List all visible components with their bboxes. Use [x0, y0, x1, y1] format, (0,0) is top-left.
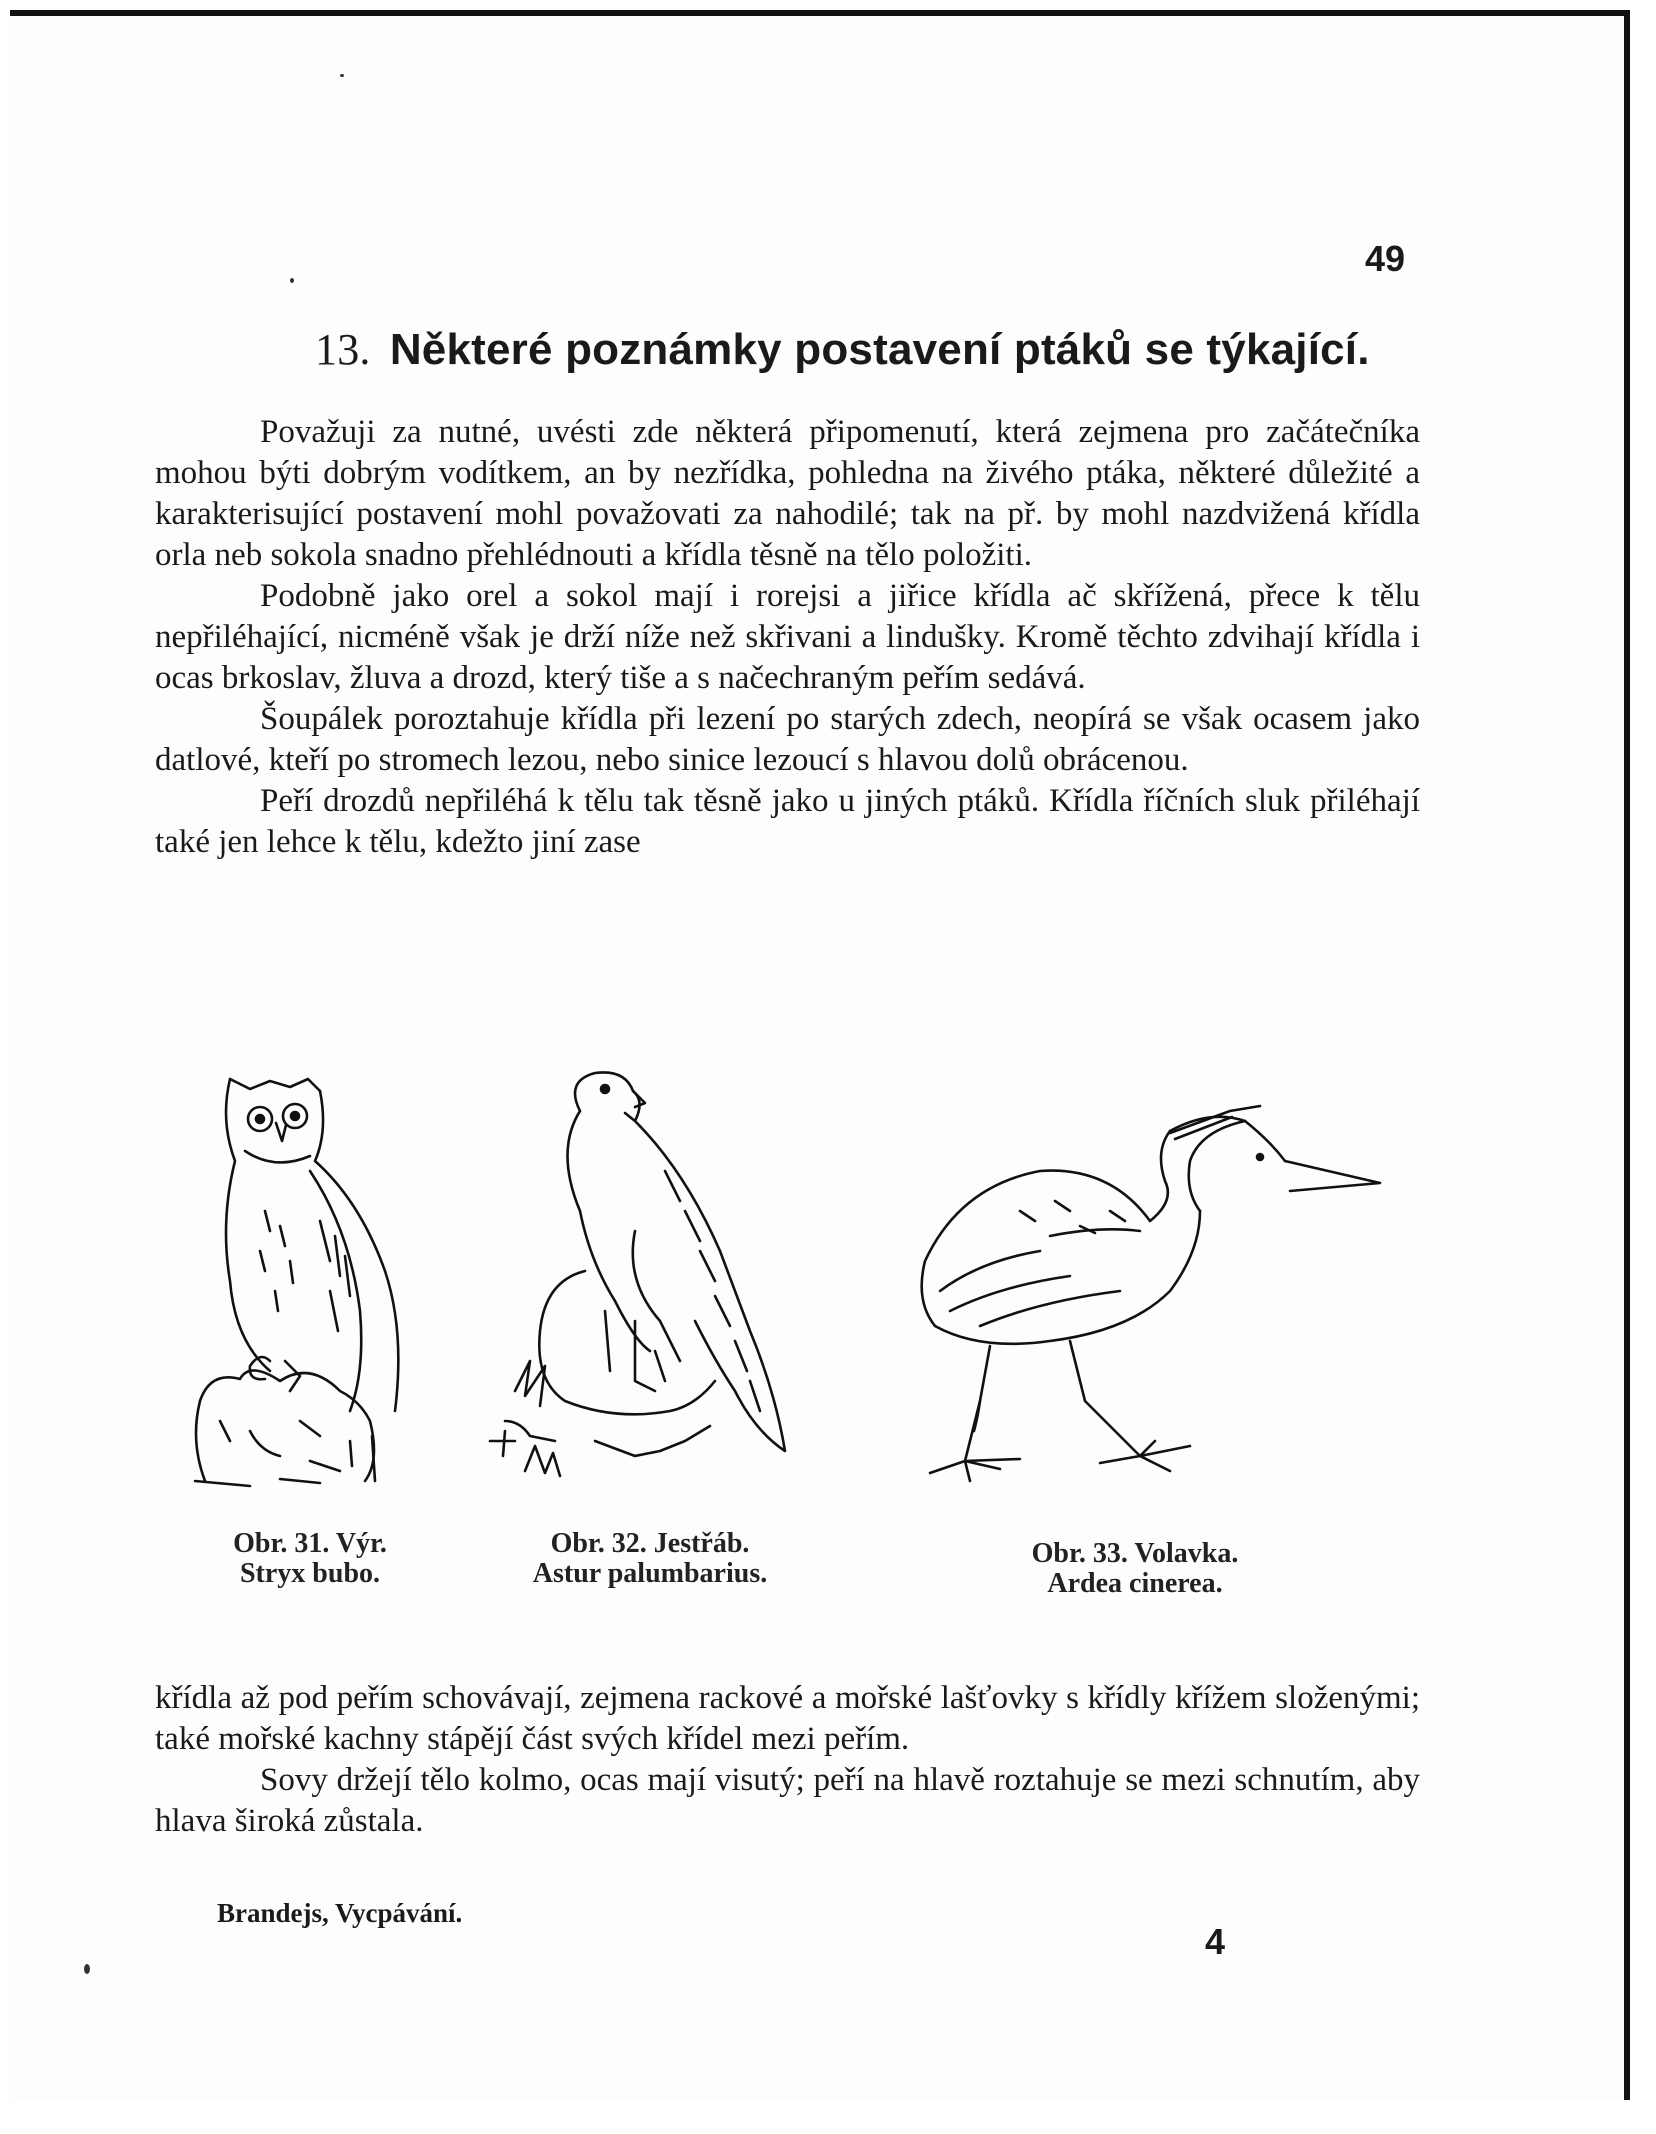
caption-label: Obr. 31. Výr. — [233, 1528, 387, 1559]
body-text-bottom — [155, 1678, 1420, 1842]
paragraph: Považuji za nutné, uvésti zde některá připomenutí, která zejmena pro začátečníka mohou býti dobrým vodítkem, an by nezřídka, pohledna na živého ptáka, některé důležité a karakterisující postavení mohl považovati za nahodilé; tak na př. by mohl nazdvižená křídla orla neb sokola snadno přehlédnouti a křídla těsně na tělo položiti. — [155, 414, 1420, 573]
figure-heron — [860, 1061, 1400, 1501]
footer-signature: Brandejs, Vycpávání. — [217, 1898, 463, 1928]
figure-row — [160, 1061, 1430, 1631]
caption-owl — [160, 1529, 460, 1589]
paragraph: Šoupálek poroztahuje křídla při lezení po starých zdech, neopírá se však ocasem jako datlové, kteří po stromech lezou, nebo sinice lezoucí s hlavou dolů obrácenou. — [155, 701, 1420, 778]
paragraph: křídla až pod peřím schovávají, zejmena rackové a mořské lašťovky s křídly křížem složenými; také mořské kachny stápějí část svých křídel mezi peřím. — [155, 1680, 1420, 1757]
print-speck — [340, 74, 344, 77]
figure-owl — [180, 1061, 480, 1501]
caption-label: Obr. 32. Jestřáb. — [550, 1528, 750, 1559]
caption-latin: Ardea cinerea. — [1047, 1568, 1223, 1599]
paragraph: Peří drozdů nepřiléhá k tělu tak těsně jako u jiných ptáků. Křídla říčních sluk přiléhají také jen lehce k tělu, kdežto jiní zase — [155, 783, 1420, 860]
print-speck — [84, 1964, 90, 1974]
owl-illustration — [190, 1061, 470, 1501]
page-number: 49 — [1365, 238, 1406, 279]
sheet-number: 4 — [1205, 1921, 1226, 1962]
hawk-illustration — [485, 1061, 815, 1501]
body-text-top — [155, 412, 1420, 863]
book-page — [10, 10, 1630, 2100]
section-title — [315, 324, 1370, 375]
print-speck — [290, 278, 294, 283]
paragraph: Sovy držejí tělo kolmo, ocas mají visutý; peří na hlavě roztahuje se mezi schnutím, aby hlava široká zůstala. — [155, 1762, 1420, 1839]
caption-latin: Astur palumbarius. — [532, 1558, 768, 1589]
section-number: 13. — [315, 325, 371, 374]
caption-hawk — [490, 1529, 810, 1589]
figure-hawk — [480, 1061, 820, 1501]
section-title-text: Některé poznámky postavení ptáků se týkající. — [389, 325, 1370, 374]
caption-label: Obr. 33. Volavka. — [1031, 1538, 1239, 1569]
heron-illustration — [870, 1061, 1390, 1501]
caption-latin: Stryx bubo. — [239, 1558, 381, 1589]
paragraph: Podobně jako orel a sokol mají i rorejsi a jiřice křídla ač skřížená, přece k tělu nepřiléhající, nicméně však je drží níže než skřivani a lindušky. Kromě těchto zdvihají křídla i ocas brkoslav, žluva a drozd, který tiše a s načechraným peřím sedává. — [155, 578, 1420, 696]
caption-heron — [970, 1539, 1300, 1599]
